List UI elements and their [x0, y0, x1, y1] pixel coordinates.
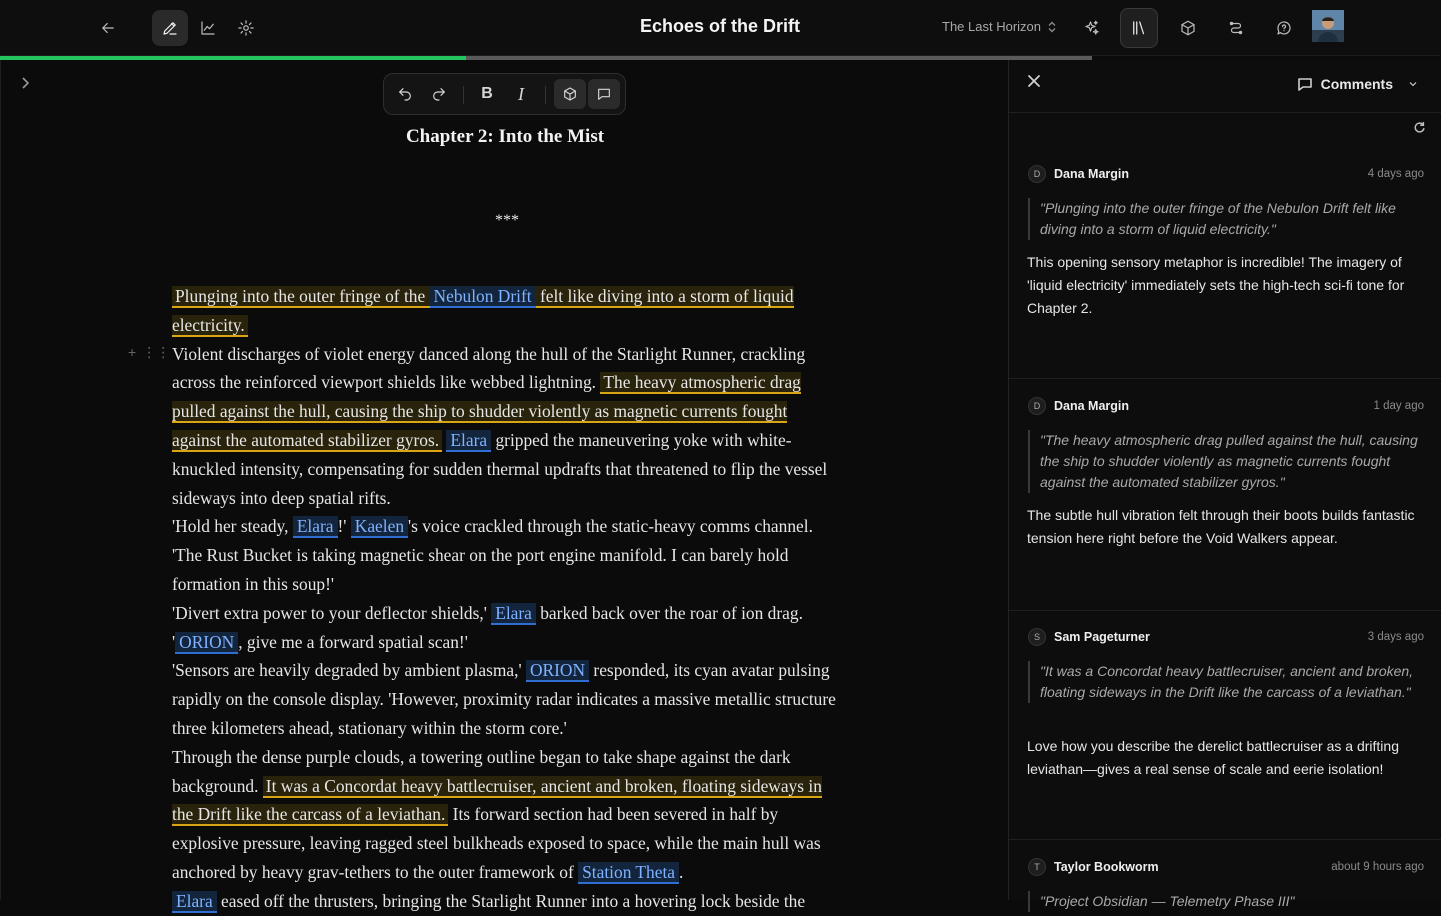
writing-progress-bar [0, 56, 1092, 60]
settings-button[interactable] [228, 10, 264, 46]
write-mode-button[interactable] [152, 10, 188, 46]
toolbar-divider [463, 86, 464, 104]
comment-header [1028, 628, 1424, 646]
timeline-button[interactable] [1218, 10, 1254, 46]
comment-card[interactable] [1009, 858, 1441, 909]
comment-quote: "Project Obsidian — Telemetry Phase III" [1028, 891, 1424, 912]
chevron-right-icon [18, 76, 32, 90]
paragraph: Violent discharges of violet energy danced along the hull of the Starlight Runner, crackling across the reinforced viewport shields like webbed lightning. The heavy atmospheric drag pulled against the hull, causing the ship to shudder violently as magnetic currents fought against the automated stabilizer gyros. Elara gripped the maneuvering yoke with white-knuckled intensity, compensating for sudden thermal updrafts that threatened to flip the vessel sideways into deep spatial rifts. [172, 343, 828, 508]
paragraph [172, 282, 838, 340]
comment-card[interactable] [1009, 397, 1441, 611]
entity-tag-button[interactable] [554, 79, 586, 109]
comment-time: about 9 hours ago [1331, 861, 1424, 873]
progress-fill [0, 56, 466, 60]
comment-card[interactable] [1009, 165, 1441, 379]
chat-bubble-icon [1275, 19, 1293, 37]
chevron-updown-icon [1047, 21, 1057, 33]
comment-card[interactable] [1009, 628, 1441, 840]
undo-icon [397, 86, 413, 102]
cube-icon [1179, 19, 1197, 37]
comments-panel [1008, 60, 1440, 909]
paragraph: Through the dense purple clouds, a towering outline began to take shape against the dark background. It was a Concordat heavy battlecruiser, ancient and broken, floating sideways in the Drift like the carcass of a leviathan. Its forward section had been severed in half by explosive pressure, leaving ragged steel bulkheads exposed to space, while the main hull was anchored by heavy grav-tethers to the outer framework of Station Theta . [172, 746, 822, 882]
entity-tag[interactable]: Elara [293, 516, 338, 538]
chart-icon [199, 19, 217, 37]
comment-header [1028, 397, 1424, 415]
toolbar-divider [545, 86, 546, 104]
commented-passage[interactable]: Plunging into the outer fringe of the Nebulon Drift felt like diving into a storm of liquid electricity. [172, 286, 794, 335]
bold-button[interactable] [471, 79, 503, 109]
add-block-icon[interactable]: + [128, 344, 137, 360]
stats-button[interactable] [190, 10, 226, 46]
project-name: The Last Horizon [942, 19, 1041, 34]
bold-icon: B [481, 85, 493, 102]
italic-icon: I [518, 83, 524, 104]
entity-tag[interactable]: Kaelen [351, 516, 408, 538]
add-comment-button[interactable] [588, 79, 620, 109]
comment-header [1028, 165, 1424, 183]
comment-author: Sam Pageturner [1054, 630, 1150, 644]
comment-body: Love how you describe the derelict battlecruiser as a drifting leviathan—gives a real sense of scale and eerie isolation! [1027, 738, 1399, 777]
document-title: Echoes of the Drift [639, 16, 800, 36]
drag-handle-icon[interactable]: ⋮⋮ [142, 344, 171, 360]
chat-button[interactable] [1266, 10, 1302, 46]
entity-tag[interactable]: Nebulon Drift [430, 286, 536, 308]
left-divider [0, 60, 1, 900]
panel-mode-dropdown[interactable] [1297, 76, 1419, 92]
format-toolbar [383, 73, 626, 115]
manuscript-editor[interactable] [172, 282, 838, 916]
pen-icon [161, 19, 179, 37]
comment-body: The subtle hull vibration felt through their boots builds fantastic tension here right before the Void Walkers appear. [1027, 507, 1415, 546]
author-avatar: T [1028, 858, 1046, 876]
entity-tag[interactable]: Station Theta [578, 862, 679, 884]
user-avatar[interactable] [1312, 10, 1344, 42]
entity-tag[interactable]: ORION [175, 632, 238, 654]
scene-break: *** [495, 212, 519, 229]
block-handle[interactable] [128, 344, 170, 361]
library-icon [1130, 19, 1148, 37]
paragraph: 'Divert extra power to your deflector shields,' Elara barked back over the roar of ion drag. ' ORION , give me a forward spatial scan!' [172, 602, 803, 652]
project-selector[interactable] [942, 19, 1057, 34]
comment-body: This opening sensory metaphor is incredible! The imagery of 'liquid electricity' immediately sets the high-tech sci-fi tone for Chapter 2. [1027, 254, 1405, 316]
cube-icon [562, 86, 578, 102]
refresh-icon [1412, 120, 1426, 134]
paragraph: 'Hold her steady, Elara !' Kaelen 's voice crackled through the static-heavy comms channel. 'The Rust Bucket is taking magnetic shear on the port engine manifold. I can barely hold formation in this soup!' [172, 516, 813, 594]
flow-icon [1227, 19, 1245, 37]
comment-header [1028, 858, 1424, 876]
chapter-title[interactable]: Chapter 2: Into the Mist [405, 126, 605, 147]
undo-button[interactable] [389, 79, 421, 109]
comment-quote: "The heavy atmospheric drag pulled against the hull, causing the ship to shudder violently as magnetic currents fought against the automated stabilizer gyros." [1028, 430, 1424, 493]
comment-time: 1 day ago [1373, 400, 1424, 412]
comment-icon [1297, 76, 1313, 92]
italic-button[interactable] [505, 79, 537, 109]
comment-quote: "Plunging into the outer fringe of the Nebulon Drift felt like diving into a storm of liquid electricity." [1028, 198, 1424, 240]
arrow-left-icon [99, 19, 117, 37]
entity-tag[interactable]: Elara [172, 891, 217, 913]
commented-passage[interactable]: It was a Concordat heavy battlecruiser, ancient and broken, floating sideways in the Drift like the carcass of a leviathan. [172, 775, 822, 825]
entity-tag[interactable]: Elara [446, 430, 491, 452]
comment-author: Taylor Bookworm [1054, 860, 1159, 874]
author-avatar: D [1028, 165, 1046, 183]
comment-icon [596, 86, 612, 102]
top-bar [0, 0, 1440, 56]
author-avatar: D [1028, 397, 1046, 415]
chevron-down-icon [1407, 78, 1419, 90]
comment-time: 4 days ago [1367, 168, 1424, 180]
library-button[interactable] [1120, 8, 1158, 48]
entities-button[interactable] [1170, 10, 1206, 46]
entity-tag[interactable]: ORION [526, 660, 589, 682]
entity-tag[interactable]: Elara [491, 603, 536, 625]
refresh-button[interactable] [1412, 120, 1428, 136]
back-button[interactable] [90, 10, 126, 46]
comment-time: 3 days ago [1367, 631, 1424, 643]
commented-passage[interactable]: The heavy atmospheric drag pulled against the hull, causing the ship to shudder violently as magnetic currents fought against the automated stabilizer gyros. [172, 372, 801, 450]
redo-button[interactable] [423, 79, 455, 109]
paragraph: 'Sensors are heavily degraded by ambient plasma,' ORION responded, its cyan avatar pulsing rapidly on the console display. 'However, proximity radar indicates a massive metallic structure three kilometers ahead, stationary within the storm core.' [172, 660, 836, 738]
author-avatar: S [1028, 628, 1046, 646]
paragraph: Elara eased off the thrusters, bringing the Starlight Runner into a hovering lock beside the [172, 887, 838, 916]
comment-quote: "It was a Concordat heavy battlecruiser, ancient and broken, floating sideways in the Drift like the carcass of a leviathan." [1028, 661, 1424, 703]
gear-icon [237, 19, 255, 37]
ai-assist-button[interactable] [1074, 10, 1110, 46]
redo-icon [431, 86, 447, 102]
panel-header [1009, 60, 1441, 113]
sparkles-icon [1083, 19, 1101, 37]
avatar-image [1312, 10, 1344, 42]
expand-sidebar-button[interactable] [18, 76, 38, 96]
panel-mode-label: Comments [1320, 76, 1393, 92]
close-icon [1027, 74, 1041, 88]
comment-author: Dana Margin [1054, 167, 1130, 181]
close-panel-button[interactable] [1027, 74, 1049, 96]
comment-author: Dana Margin [1054, 399, 1130, 413]
